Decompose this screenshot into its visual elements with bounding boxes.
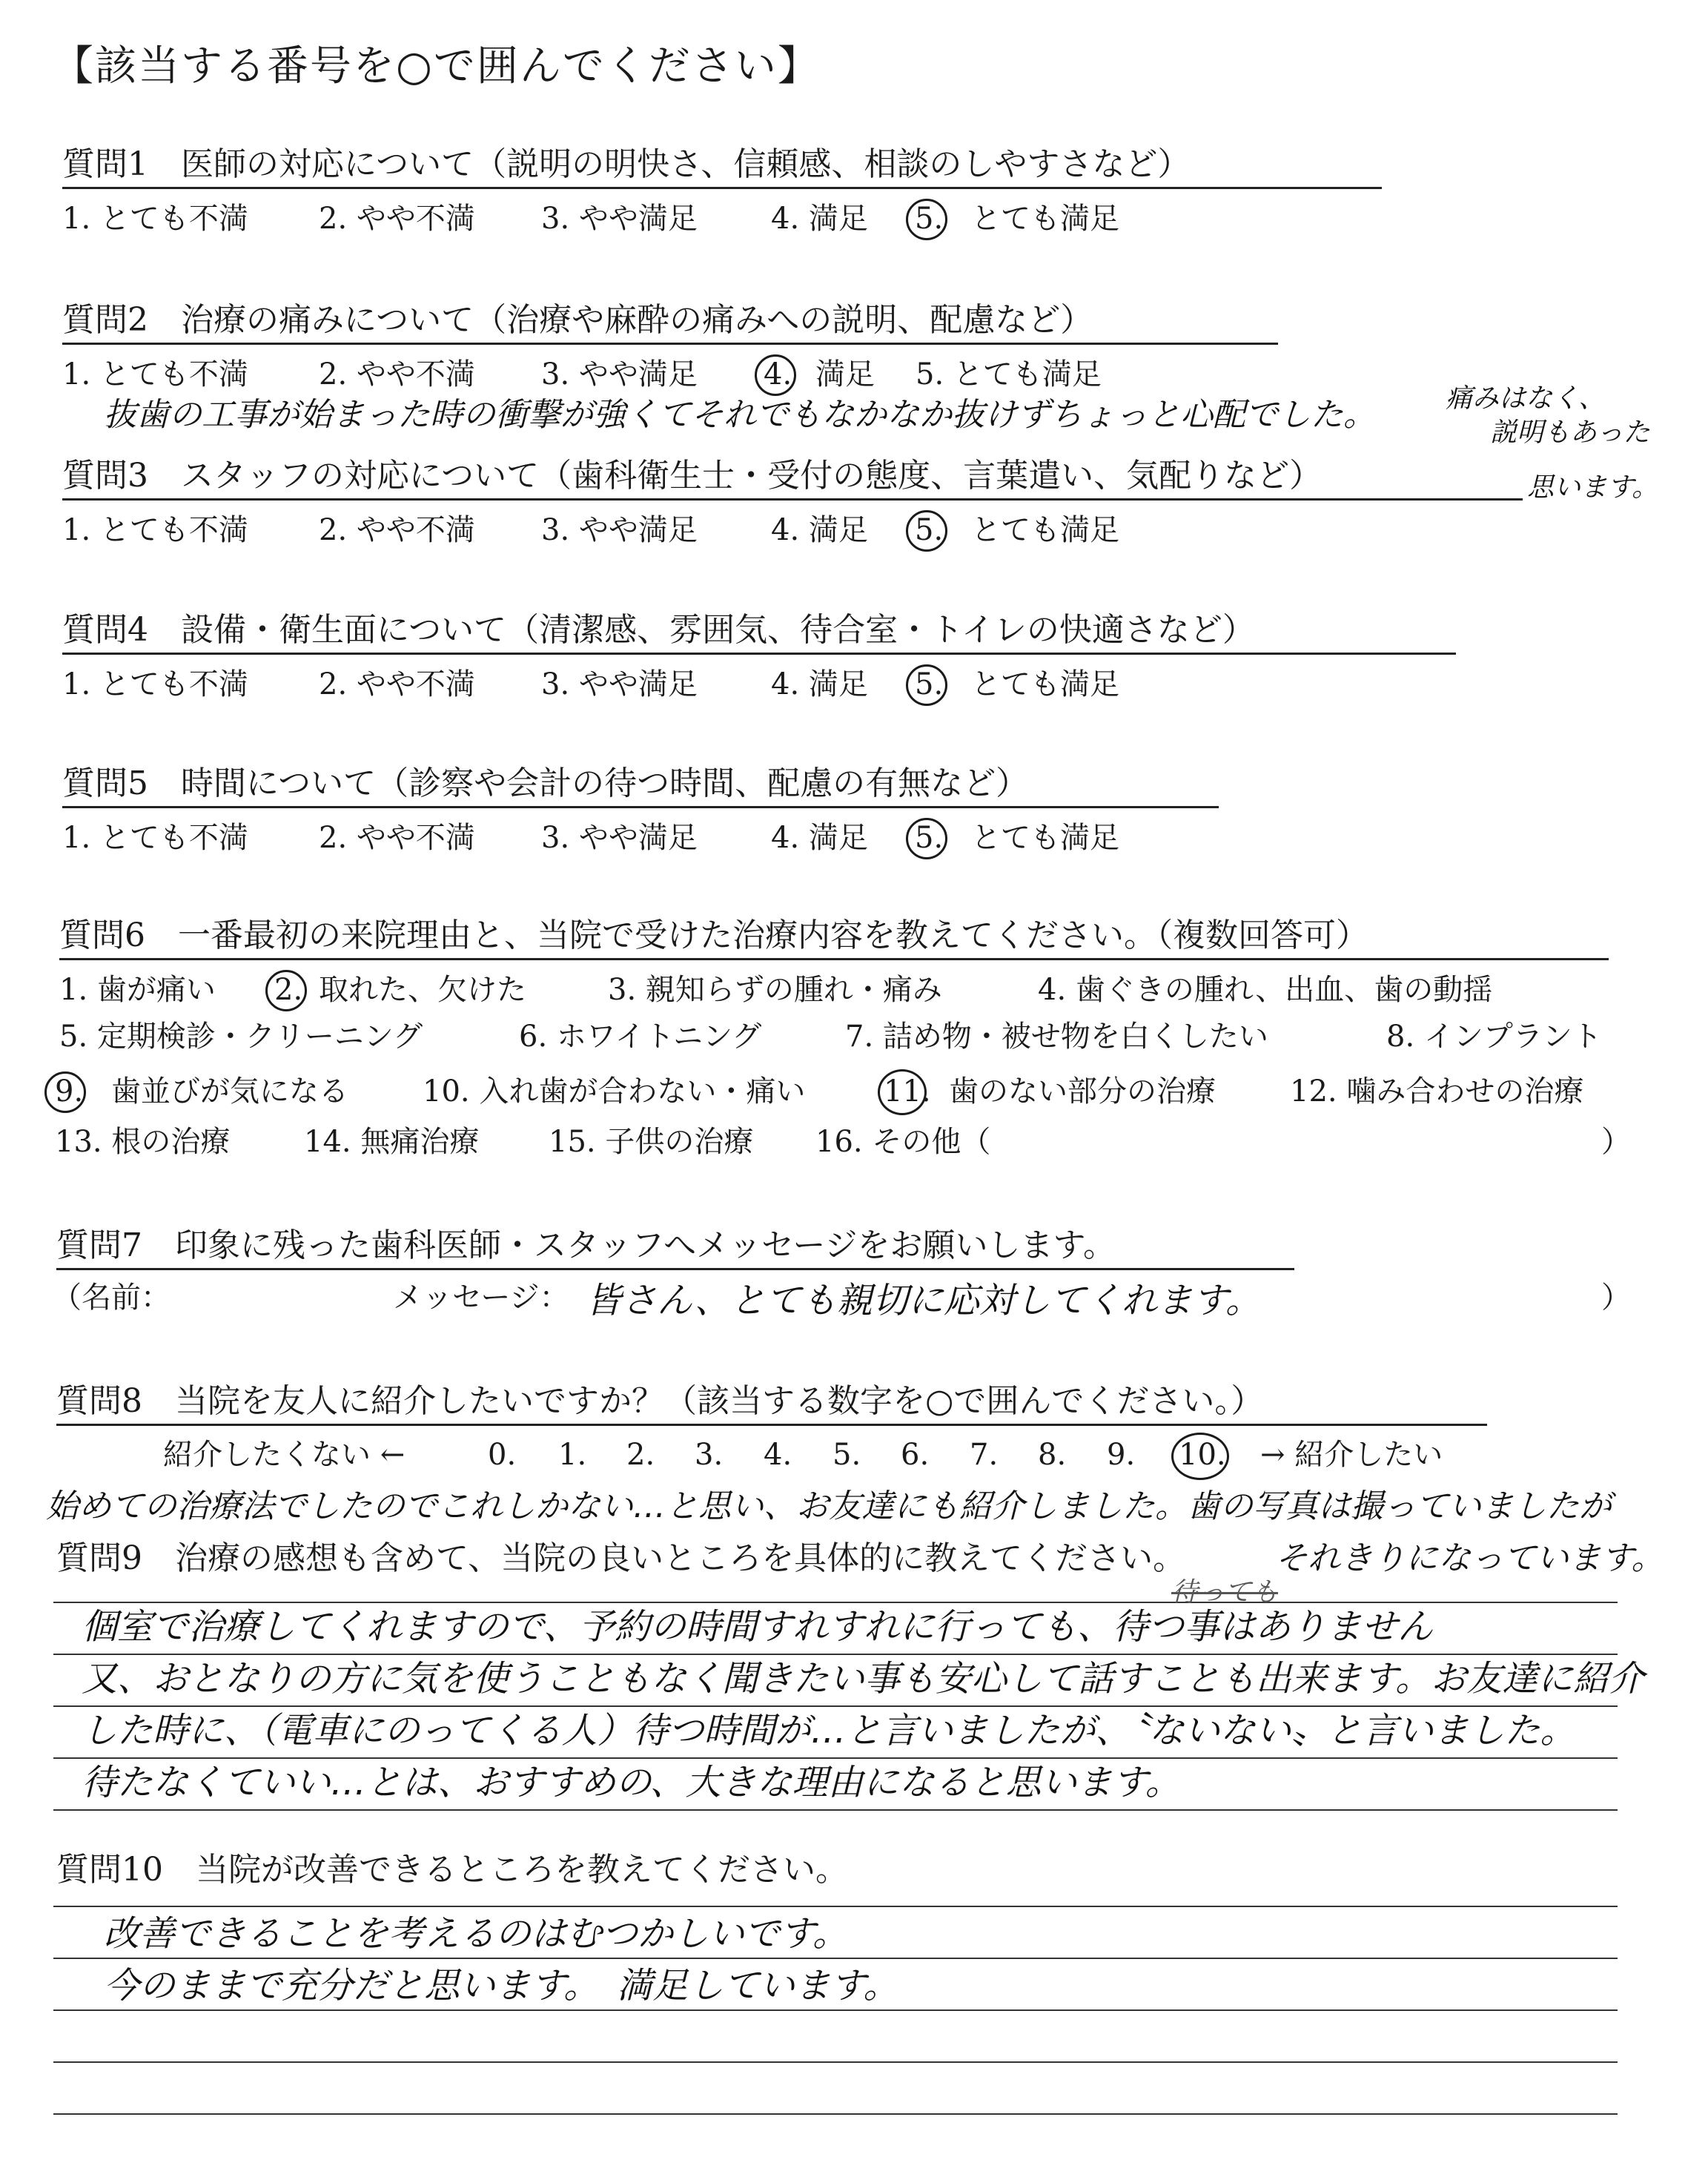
q6-heading: 質問6 一番最初の来院理由と、当院で受けた治療内容を教えてください。（複数回答可） bbox=[59, 916, 1368, 954]
q4-selection-circle bbox=[906, 664, 947, 706]
q3-opt5-label: とても満足 bbox=[971, 513, 1119, 547]
q1-heading: 質問1 医師の対応について（説明の明快さ、信頼感、相談のしやすさなど） bbox=[62, 145, 1191, 183]
q2-opt4-label: 満足 bbox=[815, 357, 875, 392]
q7-close-paren: ） bbox=[1601, 1281, 1631, 1315]
q2-opt2: 2. やや不満 bbox=[319, 357, 475, 392]
q2-heading: 質問2 治療の痛みについて（治療や麻酔の痛みへの説明、配慮など） bbox=[62, 301, 1093, 339]
q10-answer-line-1: 改善できることを考えるのはむつかしいです。 bbox=[104, 1913, 849, 1955]
q1-opt4: 4. 満足 bbox=[771, 202, 868, 236]
q2-side-note-1: 痛みはなく、 bbox=[1446, 383, 1606, 414]
q10-answer-line-2: 今のままで充分だと思います。 満足しています。 bbox=[104, 1965, 899, 2007]
q6-opt11-label: 歯のない部分の治療 bbox=[949, 1074, 1216, 1109]
q8-scale-8: 8. bbox=[1038, 1438, 1067, 1472]
q3-underline bbox=[62, 498, 1523, 501]
q6-underline bbox=[59, 958, 1609, 960]
q6-opt15: 15. 子供の治療 bbox=[549, 1125, 754, 1159]
q3-selection-circle bbox=[906, 510, 947, 552]
q8-handwritten-comment: 始めての治療法でしたのでこれしかない…と思い、お友達にも紹介しました。歯の写真は撮っていましたが bbox=[46, 1487, 1612, 1525]
q6-opt6: 6. ホワイトニング bbox=[519, 1020, 762, 1054]
q4-opt4: 4. 満足 bbox=[771, 667, 868, 701]
q8-left-label: 紹介したくない ← bbox=[163, 1438, 406, 1472]
q8-right-label: → 紹介したい bbox=[1260, 1438, 1443, 1472]
q10-heading: 質問10 当院が改善できるところを教えてください。 bbox=[56, 1851, 848, 1889]
q4-opt5-label: とても満足 bbox=[971, 667, 1119, 701]
q9-rule-5 bbox=[53, 1809, 1618, 1811]
q3-heading: 質問3 スタッフの対応について（歯科衛生士・受付の態度、言葉遣い、気配りなど） bbox=[62, 457, 1323, 495]
q5-opt2: 2. やや不満 bbox=[319, 821, 475, 855]
q9-struck-text: 待っても bbox=[1171, 1577, 1279, 1608]
q6-opt2-label: 取れた、欠けた bbox=[319, 973, 526, 1007]
q2-underline bbox=[62, 343, 1278, 345]
q6-opt2-number: 2. bbox=[274, 973, 303, 1007]
q6-opt1: 1. 歯が痛い bbox=[59, 973, 216, 1007]
q1-underline bbox=[62, 187, 1382, 189]
q2-opt5: 5. とても満足 bbox=[916, 357, 1102, 392]
q5-opt4: 4. 満足 bbox=[771, 821, 868, 855]
q9-answer-line-1: 個室で治療してくれますので、予約の時間すれすれに行っても、待つ事はありません bbox=[82, 1606, 1434, 1648]
q7-underline bbox=[56, 1268, 1294, 1270]
q6-opt10: 10. 入れ歯が合わない・痛い bbox=[423, 1074, 806, 1109]
q3-opt1: 1. とても不満 bbox=[62, 513, 248, 547]
q6-opt8: 8. インプラント bbox=[1386, 1020, 1602, 1054]
q10-rule-4 bbox=[53, 2061, 1618, 2063]
q8-scale-2: 2. bbox=[626, 1438, 655, 1472]
q3-opt4: 4. 満足 bbox=[771, 513, 868, 547]
q1-opt3: 3. やや満足 bbox=[541, 202, 698, 236]
q8-scale-4: 4. bbox=[764, 1438, 792, 1472]
q8-underline bbox=[56, 1424, 1487, 1426]
q2-opt1: 1. とても不満 bbox=[62, 357, 248, 392]
q6-opt14: 14. 無痛治療 bbox=[304, 1125, 480, 1159]
q5-opt3: 3. やや満足 bbox=[541, 821, 698, 855]
q3-opt2: 2. やや不満 bbox=[319, 513, 475, 547]
q6-opt16: 16. その他（ bbox=[815, 1125, 991, 1159]
q6-opt7: 7. 詰め物・被せ物を白くしたい bbox=[845, 1020, 1268, 1054]
q10-rule-5 bbox=[53, 2113, 1618, 2115]
q1-opt5-label: とても満足 bbox=[971, 202, 1119, 236]
q9-heading-note: それきりになっています。 bbox=[1275, 1539, 1664, 1577]
q10-rule-1 bbox=[53, 1906, 1618, 1907]
q6-opt9-number: 9. bbox=[55, 1074, 84, 1109]
q8-scale-6: 6. bbox=[901, 1438, 930, 1472]
q5-selection-circle bbox=[906, 818, 947, 859]
q8-scale-9: 9. bbox=[1107, 1438, 1136, 1472]
q9-rule-2 bbox=[53, 1654, 1618, 1655]
q5-opt5-number: 5. bbox=[915, 821, 944, 855]
q4-underline bbox=[62, 653, 1456, 655]
q6-opt16-close: ） bbox=[1601, 1125, 1631, 1159]
q8-heading: 質問8 当院を友人に紹介したいですか？（該当する数字を○で囲んでください。） bbox=[56, 1382, 1264, 1420]
q7-message-text: 皆さん、とても親切に応対してくれます。 bbox=[586, 1280, 1262, 1321]
q6-opt9-label: 歯並びが気になる bbox=[111, 1074, 348, 1109]
q4-heading: 質問4 設備・衛生面について（清潔感、雰囲気、待合室・トイレの快適さなど） bbox=[62, 611, 1255, 649]
q5-heading: 質問5 時間について（診察や会計の待つ時間、配慮の有無など） bbox=[62, 764, 1029, 802]
q6-opt9-circle bbox=[44, 1071, 86, 1113]
q8-scale-7: 7. bbox=[970, 1438, 999, 1472]
q4-opt5-number: 5. bbox=[915, 667, 944, 701]
q8-scale-3: 3. bbox=[695, 1438, 724, 1472]
q9-rule-4 bbox=[53, 1757, 1618, 1759]
q6-opt13: 13. 根の治療 bbox=[55, 1125, 231, 1159]
q4-opt1: 1. とても不満 bbox=[62, 667, 248, 701]
q6-opt3: 3. 親知らずの腫れ・痛み bbox=[608, 973, 942, 1007]
q2-opt3: 3. やや満足 bbox=[541, 357, 698, 392]
q2-selection-circle bbox=[755, 354, 796, 396]
q5-underline bbox=[62, 806, 1219, 808]
q8-scale-5: 5. bbox=[833, 1438, 861, 1472]
q6-opt5: 5. 定期検診・クリーニング bbox=[59, 1020, 423, 1054]
q2-side-note-3: 思います。 bbox=[1527, 472, 1659, 503]
q4-opt2: 2. やや不満 bbox=[319, 667, 475, 701]
q9-heading: 質問9 治療の感想も含めて、当院の良いところを具体的に教えてください。 bbox=[56, 1539, 1186, 1577]
q8-scale-0: 0. bbox=[488, 1438, 517, 1472]
q9-rule-3 bbox=[53, 1705, 1618, 1707]
q9-rule-1 bbox=[53, 1602, 1618, 1603]
q2-side-note-2: 説明もあった bbox=[1490, 417, 1650, 448]
q2-opt4-number: 4. bbox=[764, 357, 792, 392]
q6-opt11-circle bbox=[878, 1069, 927, 1115]
q1-opt1: 1. とても不満 bbox=[62, 202, 248, 236]
q1-selection-circle bbox=[906, 199, 947, 240]
q1-opt2: 2. やや不満 bbox=[319, 202, 475, 236]
q6-opt12: 12. 噛み合わせの治療 bbox=[1290, 1074, 1584, 1109]
q1-opt5-number: 5. bbox=[915, 202, 944, 236]
q5-opt5-label: とても満足 bbox=[971, 821, 1119, 855]
q8-selection-circle bbox=[1171, 1433, 1229, 1480]
q2-handwritten-comment: 抜歯の工事が始まった時の衝撃が強くてそれでもなかなか抜けずちょっと心配でした。 bbox=[104, 396, 1376, 434]
q8-scale-10: 10. bbox=[1179, 1438, 1226, 1472]
q10-rule-2 bbox=[53, 1958, 1618, 1959]
q3-opt5-number: 5. bbox=[915, 513, 944, 547]
q7-message-label: メッセージ： bbox=[393, 1281, 569, 1315]
q7-heading: 質問7 印象に残った歯科医師・スタッフへメッセージをお願いします。 bbox=[56, 1226, 1116, 1264]
q6-opt2-circle bbox=[265, 970, 307, 1011]
page-title: 【該当する番号を○で囲んでください】 bbox=[52, 42, 821, 90]
q6-opt4: 4. 歯ぐきの腫れ、出血、歯の動揺 bbox=[1038, 973, 1493, 1007]
q9-answer-line-2: 又、おとなりの方に気を使うこともなく聞きたい事も安心して話すことも出来ます。お友達に紹介 bbox=[82, 1658, 1645, 1700]
q6-opt11-number: 11. bbox=[884, 1074, 931, 1109]
q3-opt3: 3. やや満足 bbox=[541, 513, 698, 547]
q7-name-label: （名前： bbox=[52, 1281, 171, 1315]
q9-answer-line-4: 待たなくていい…とは、おすすめの、大きな理由になると思います。 bbox=[82, 1762, 1181, 1803]
q4-opt3: 3. やや満足 bbox=[541, 667, 698, 701]
q9-answer-line-3: した時に、（電車にのってくる人）待つ時間が…と言いましたが、〝ないない〟と言いました。 bbox=[82, 1710, 1576, 1751]
q5-opt1: 1. とても不満 bbox=[62, 821, 248, 855]
q8-scale-1: 1. bbox=[558, 1438, 587, 1472]
q10-rule-3 bbox=[53, 2009, 1618, 2011]
